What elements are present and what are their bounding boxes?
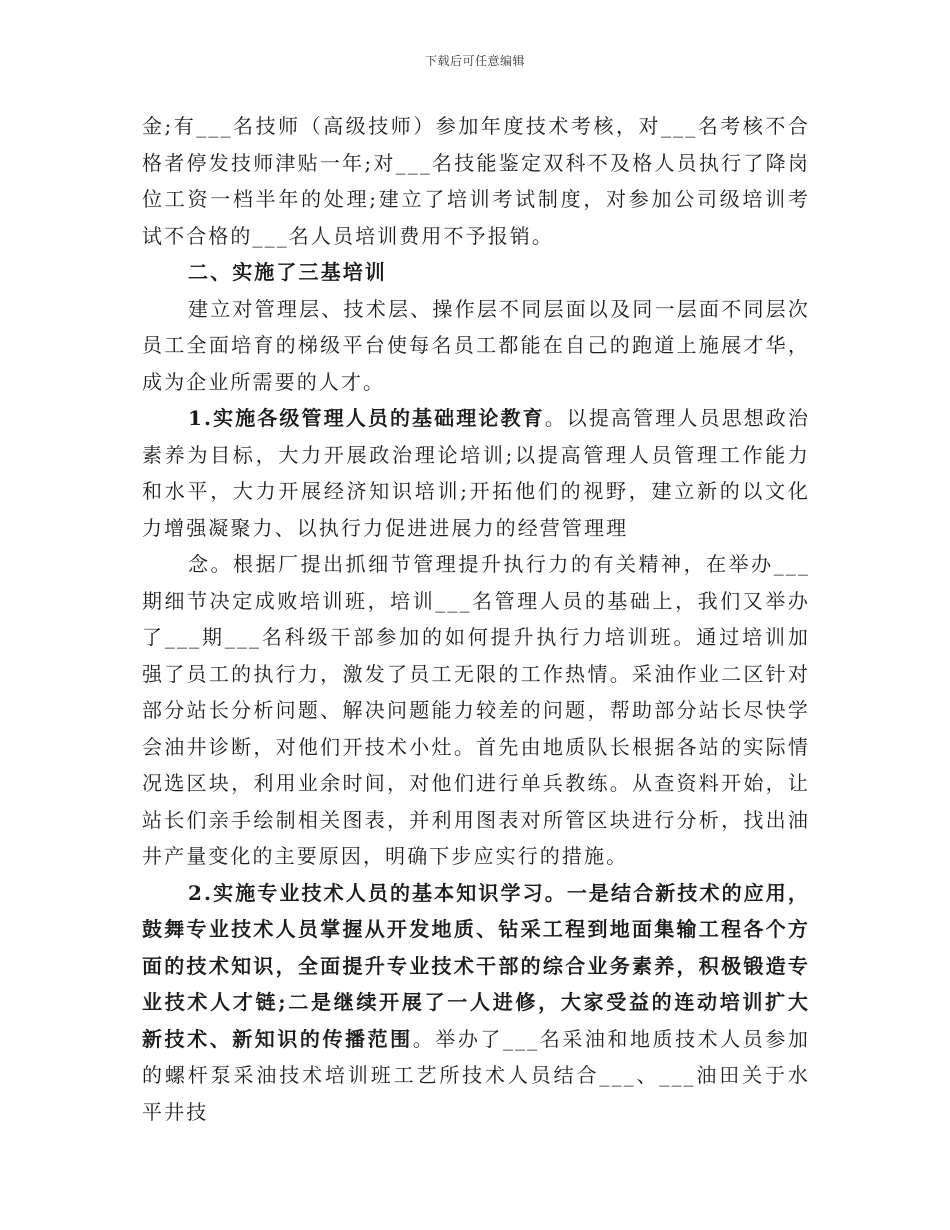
paragraph-3-bold-lead: 1.实施各级管理人员的基础理论教育 bbox=[188, 406, 545, 430]
paragraph-4: 念。根据厂提出抓细节管理提升执行力的有关精神，在举办___期细节决定成败培训班，培训___名管理人员的基础上，我们又举办了___期___名科级干部参加的如何提升执行力培训班。通过培训加强了员工的执行力，激发了员工无限的工作热情。采油作业二区针对部分站长分析问题、解决问题能力较差的问题，帮助部分站长尽快学会油井诊断，对他们开技术小灶。首先由地质队长根据各站的实际情况选区块，利用业余时间，对他们进行单兵教练。从查资料开始，让站长们亲手绘制相关图表，并利用图表对所管区块进行分析，找出油井产量变化的主要原因，明确下步应实行的措施。 bbox=[142, 552, 810, 868]
section-heading-2: 二、实施了三基培训 bbox=[188, 260, 387, 284]
paragraph-1: 金;有___名技师（高级技师）参加年度技术考核，对___名考核不合格者停发技师津贴一年;对___名技能鉴定双科不及格人员执行了降岗位工资一档半年的处理;建立了培训考试制度，对参加公司级培训考试不合格的___名人员培训费用不予报销。 bbox=[142, 114, 810, 248]
paragraph-5-text: 。举办了___名采油和地质技术人员参加的螺杆泵采油技术培训班工艺所技术人员结合___、___油田关于水平井技 bbox=[142, 1026, 811, 1124]
paragraph-3 bbox=[142, 400, 810, 546]
paragraph-3-text: 。以提高管理人员思想政治素养为目标，大力开展政治理论培训;以提高管理人员管理工作能力和水平，大力开展经济知识培训;开拓他们的视野，建立新的以文化力增强凝聚力、以执行力促进进展力的经营管理理 bbox=[142, 406, 810, 540]
paragraph-2: 建立对管理层、技术层、操作层不同层面以及同一层面不同层次员工全面培育的梯级平台使每名员工都能在自己的跑道上施展才华，成为企业所需要的人才。 bbox=[142, 296, 810, 394]
paragraph-5 bbox=[142, 875, 810, 1131]
document-body bbox=[142, 108, 810, 1130]
page-header: 下载后可任意编辑 bbox=[424, 54, 525, 68]
paragraph-5-bold-lead: 2.实施专业技术人员的基本知识学习。一是结合新技术的应用，鼓舞专业技术人员掌握从开发地质、钻采工程到地面集输工程各个方面的技术知识，全面提升专业技术干部的综合业务素养，积极锻造专业技术人才链;二是继续开展了一人进修，大家受益的连动培训扩大新技术、新知识的传播范围 bbox=[142, 880, 810, 1051]
